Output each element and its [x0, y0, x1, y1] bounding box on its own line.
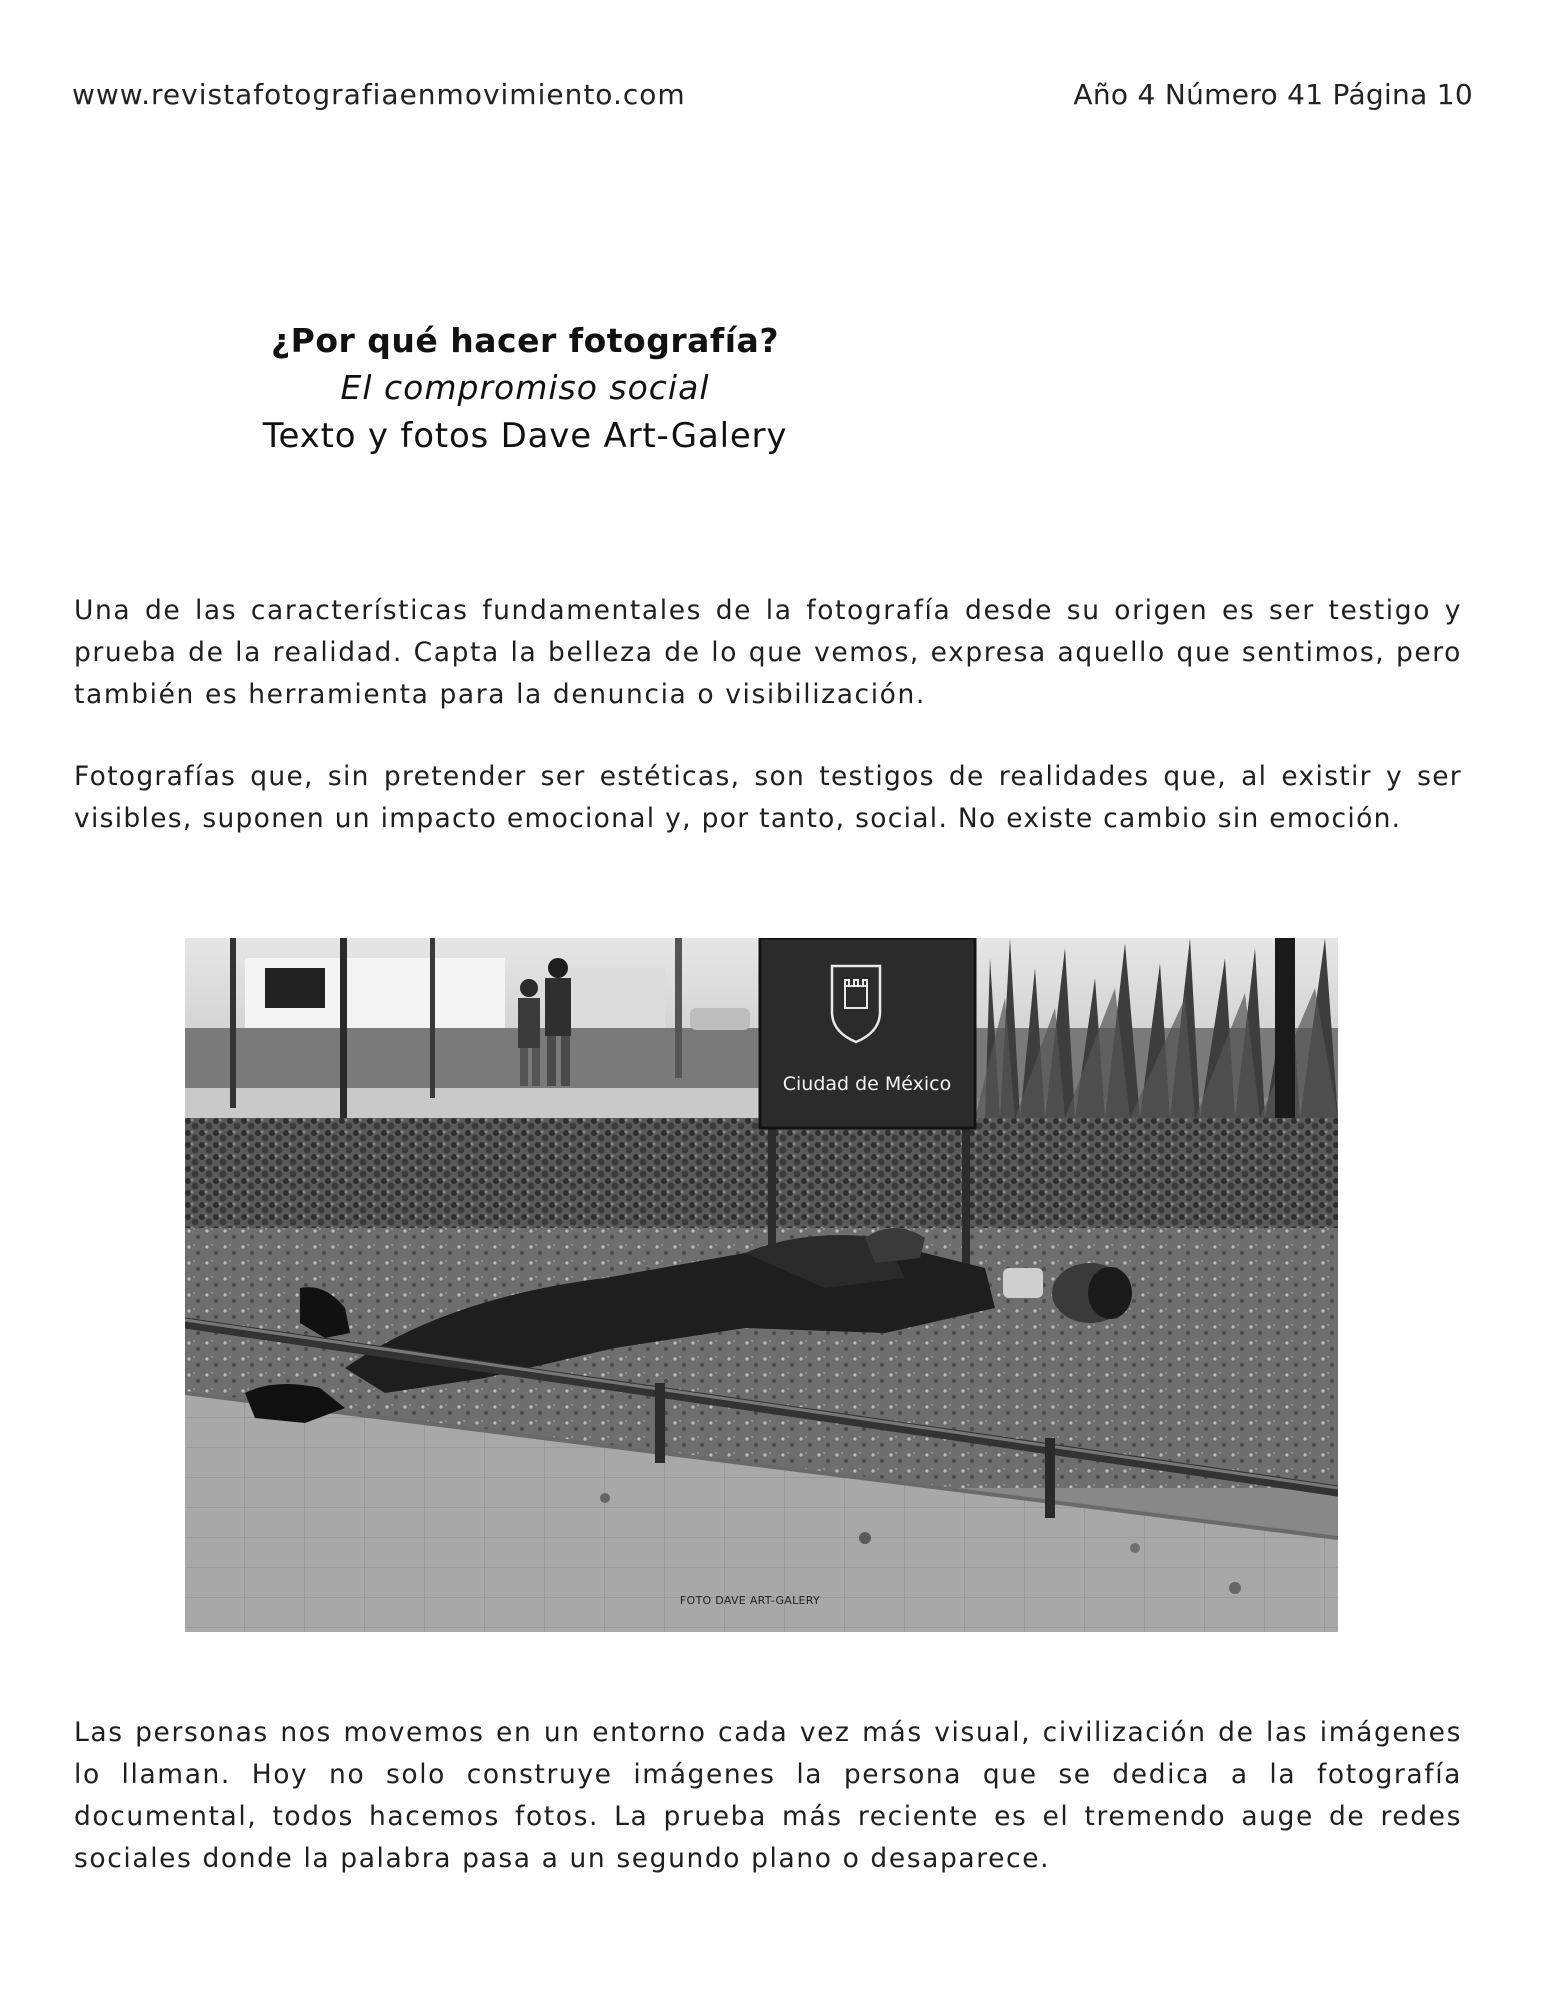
sign-label: Ciudad de México — [782, 1073, 952, 1095]
magazine-url[interactable]: www.revistafotografiaenmovimiento.com — [72, 78, 686, 111]
paragraph-2: Fotografías que, sin pretender ser estéticas, son testigos de realidades que, al existir y ser visibles, suponen un impacto emocional y, por tanto, social. No existe cambio sin emoción. — [74, 761, 1462, 834]
article-heading — [160, 318, 890, 460]
article-byline: Texto y fotos Dave Art-Galery — [262, 416, 788, 456]
photo-credit: FOTO DAVE ART-GALERY — [679, 1594, 821, 1607]
paragraph-3: Las personas nos movemos en un entorno cada vez más visual, civilización de las imágenes lo llaman. Hoy no solo construye imágenes la persona que se dedica a la fotografía documental, todos hacemos fotos. La prueba más reciente es el tremendo auge de redes sociales donde la palabra pasa a un segundo plano o desaparece. — [74, 1717, 1462, 1874]
article-title: ¿Por qué hacer fotografía? — [271, 321, 779, 360]
photo-illustration — [185, 938, 1338, 1632]
paragraph-1: Una de las características fundamentales de la fotografía desde su origen es ser testigo y prueba de la realidad. Capta la belleza de lo que vemos, expresa aquello que sentimos, pero también es herramienta para la denuncia o visibilización. — [74, 595, 1462, 710]
article-subtitle: El compromiso social — [340, 368, 710, 407]
issue-page-info: Año 4 Número 41 Página 10 — [1073, 78, 1473, 111]
page-header — [72, 78, 1473, 118]
article-photo — [185, 938, 1338, 1632]
